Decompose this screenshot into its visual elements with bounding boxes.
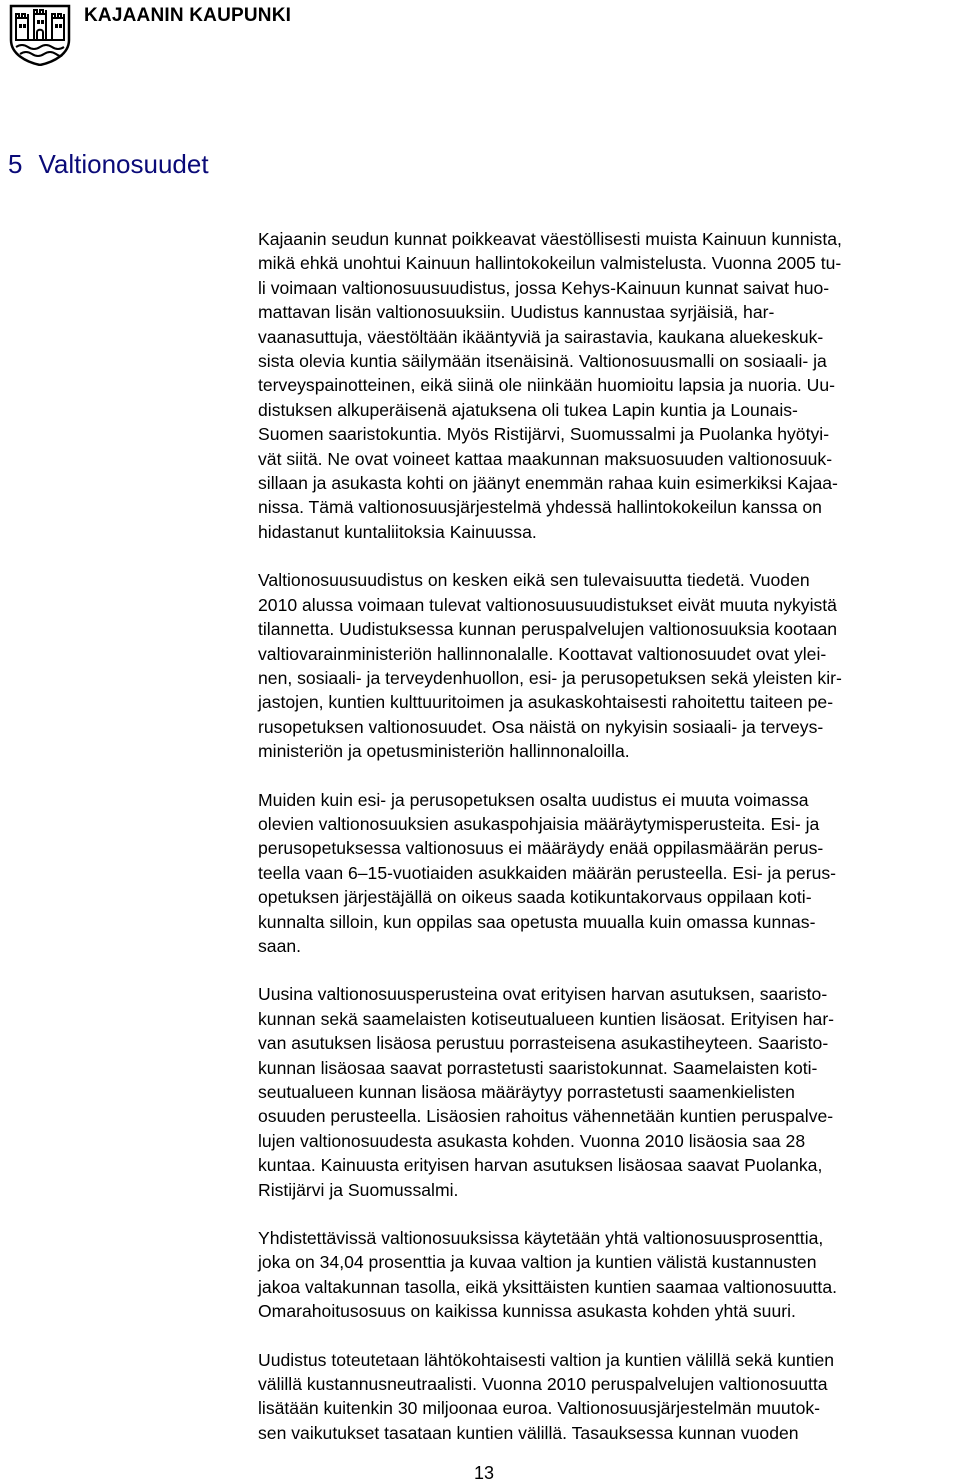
text-line: joka on 34,04 prosenttia ja kuvaa valtion ja kuntien välistä kustannusten [258,1252,817,1273]
text-line: vät siitä. Ne ovat voineet kattaa maakunnan maksuosuuden valtionosuuk- [258,448,833,469]
text-line: kunnan sekä saamelaisten kotiseutualueen kuntien lisäosat. Erityisen har- [258,1008,835,1029]
text-line: opetuksen järjestäjällä on oikeus saada kotikuntakorvaus oppilaan koti- [258,887,812,908]
text-line: van asutuksen lisäosa perustuu porrasteisena asukastiheyteen. Saaristo- [258,1033,829,1054]
text-line: olevien valtionosuuksien asukaspohjaisia määräytymisperusteita. Esi- ja [258,813,820,834]
text-line: jastojen, kuntien kulttuuritoimen ja asukaskohtaisesti rahoitettu taiteen pe- [258,692,834,713]
paragraph [258,1226,958,1324]
text-line: osuuden perusteella. Lisäosien rahoitus vähennetään kuntien peruspalve- [258,1106,834,1127]
text-line: mikä ehkä unohtui Kainuun hallintokokeilun valmistelusta. Vuonna 2005 tu- [258,253,842,274]
text-line: sillaan ja asukasta kohti on jäänyt enemmän rahaa kuin esimerkiksi Kajaa- [258,473,838,494]
text-line: hidastanut kuntaliitoksia Kainuussa. [258,521,537,542]
text-line: saan. [258,935,302,956]
text-line: sista olevia kuntia säilymään itsenäisinä. Valtionosuusmalli on sosiaali- ja [258,351,827,372]
text-line: Ristijärvi ja Suomussalmi. [258,1179,459,1200]
text-line: nissa. Tämä valtionosuusjärjestelmä yhdessä hallintokokeilun kanssa on [258,497,822,518]
text-line: kuntaa. Kainuusta erityisen harvan asutuksen lisäosaa saavat Puolanka, [258,1155,823,1176]
text-line: jakoa valtakunnan tasolla, eikä yksittäisten kuntien saamaa valtionosuutta. [258,1276,837,1297]
text-line: mattavan lisän valtionosuuksiin. Uudistus kannustaa syrjäisiä, har- [258,302,775,323]
text-line: Yhdistettävissä valtionosuuksissa käytetään yhtä valtionosuusprosenttia, [258,1228,824,1249]
text-line: nen, sosiaali- ja terveydenhuollon, esi- ja perusopetuksen sekä yleisten kir- [258,667,842,688]
body-text [258,227,958,1469]
coat-of-arms-logo [8,4,72,66]
text-line: seutualueen kunnan lisäosa määräytyy porrastetusti saamenkielisten [258,1082,795,1102]
text-line: Uudistus toteutetaan lähtökohtaisesti valtion ja kuntien välillä sekä kuntien [258,1349,835,1370]
section-number: 5 [8,149,23,179]
text-line: rusopetuksen valtionosuudet. Osa näistä on nykyisin sosiaali- ja terveys- [258,716,824,737]
organization-name: KAJAANIN KAUPUNKI [84,5,292,26]
text-line: vaanasuttuja, väestöltään ikääntyviä ja sairastavia, kaukana aluekeskuk- [258,326,824,347]
text-line: Uusina valtionosuusperusteina ovat erityisen harvan asutuksen, saaristo- [258,984,828,1005]
text-line: välillä kustannusneutraalisti. Vuonna 2010 peruspalvelujen valtionosuutta [258,1374,828,1395]
paragraph [258,568,958,763]
text-line: Valtionosuusuudistus on kesken eikä sen tulevaisuutta tiedetä. Vuoden [258,570,810,591]
text-line: valtiovarainministeriön hallinnonalalle. Koottavat valtionosuudet ovat ylei- [258,643,827,664]
text-line: perusopetuksessa valtionosuus ei määräydy enää oppilasmäärän perus- [258,838,824,859]
text-line: tilannetta. Uudistuksessa kunnan peruspalvelujen valtionosuuksia kootaan [258,619,838,640]
text-line: li voimaan valtionosuusuudistus, jossa Kehys-Kainuun kunnat saivat huo- [258,277,830,298]
page-number: 13 [474,1463,495,1483]
paragraph [258,788,958,959]
text-line: ministeriön ja opetusministeriön hallinnonaloilla. [258,741,630,762]
paragraph [258,227,958,544]
text-line: Omarahoitusosuus on kaikissa kunnissa asukasta kohden yhtä suuri. [258,1301,796,1322]
text-line: kunnan lisäosaa saavat porrastetusti saaristokunnat. Saamelaisten koti- [258,1057,818,1078]
text-line: kunnalta silloin, kun oppilas saa opetusta muualla kuin omassa kunnas- [258,911,816,932]
text-line: Kajaanin seudun kunnat poikkeavat väestöllisesti muista Kainuun kunnista, [258,229,842,249]
text-line: terveyspainotteinen, eikä siinä ole niinkään huomioitu lapsia ja nuoria. Uu- [258,375,836,396]
section-title: Valtionosuudet [38,149,209,179]
text-line: distuksen alkuperäisenä ajatuksena oli tukea Lapin kuntia ja Lounais- [258,399,798,420]
text-line: Suomen saaristokuntia. Myös Ristijärvi, Suomussalmi ja Puolanka hyötyi- [258,424,830,445]
text-line: Muiden kuin esi- ja perusopetuksen osalta uudistus ei muuta voimassa [258,789,809,810]
text-line: lisätään kuitenkin 30 miljoonaa euroa. Valtionosuusjärjestelmän muutok- [258,1398,821,1419]
text-line: sen vaikutukset tasataan kuntien välillä. Tasauksessa kunnan vuoden [258,1422,799,1443]
section-heading [8,148,209,180]
text-line: 2010 alussa voimaan tulevat valtionosuusuudistukset eivät muuta nykyistä [258,594,837,615]
paragraph [258,1348,958,1446]
text-line: teella vaan 6–15-vuotiaiden asukkaiden määrän perusteella. Esi- ja perus- [258,862,837,883]
paragraph [258,982,958,1202]
text-line: lujen valtionosuudesta asukasta kohden. Vuonna 2010 lisäosia saa 28 [258,1130,806,1151]
